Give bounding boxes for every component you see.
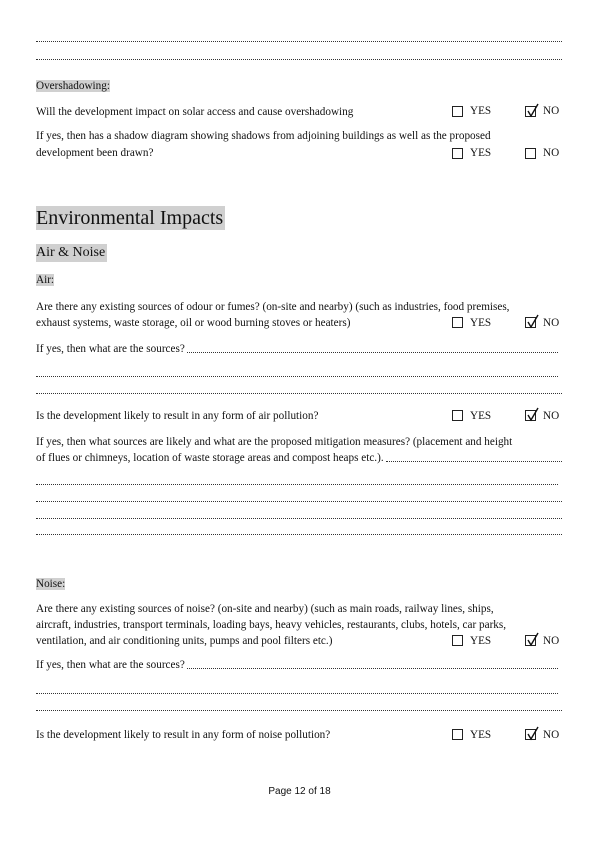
air-noise-heading: Air & Noise: [36, 245, 106, 260]
check-mark-icon: [526, 314, 540, 328]
odour-question-line1: Are there any existing sources of odour or fumes? (on-site and nearby) (such as industries, food premises,: [36, 301, 510, 313]
answer-line[interactable]: [187, 668, 558, 669]
noise-pollution-yes-label: YES: [470, 729, 492, 741]
check-mark-icon: [526, 103, 540, 117]
noise-question-line2: aircraft, industries, transport terminals, loading bays, heavy vehicles, restaurants, clubs, hotels, car parks,: [36, 619, 507, 631]
page-number: Page 12 of 18: [268, 786, 331, 797]
environmental-impacts-heading: Environmental Impacts: [36, 207, 224, 229]
air-pollution-yes-checkbox[interactable]: [452, 410, 463, 421]
noise-pollution-yes-checkbox[interactable]: [452, 729, 463, 740]
air-mitigation-field[interactable]: [36, 451, 562, 465]
answer-line[interactable]: [36, 501, 562, 502]
air-pollution-yes-label: YES: [470, 410, 492, 422]
odour-yes-checkbox[interactable]: [452, 317, 463, 328]
shadow-yes-label: YES: [470, 147, 492, 159]
air-mitigation-line2: of flues or chimneys, location of waste storage areas and compost heaps etc.).: [36, 452, 384, 464]
overshadowing-heading: Overshadowing:: [36, 80, 110, 92]
noise-sources-label: If yes, then what are the sources?: [36, 659, 185, 671]
answer-line[interactable]: [36, 710, 562, 711]
odour-yes-label: YES: [470, 317, 492, 329]
answer-line[interactable]: [187, 352, 558, 353]
noise-sources-field[interactable]: [36, 658, 558, 672]
noise-pollution-question: Is the development likely to result in any form of noise pollution?: [36, 729, 331, 741]
shadow-question-line1: If yes, then has a shadow diagram showing shadows from adjoining buildings as well as the proposed: [36, 130, 491, 142]
solar-yes-label: YES: [470, 105, 492, 117]
shadow-no-checkbox[interactable]: [525, 148, 536, 159]
noise-heading: Noise:: [36, 578, 66, 590]
check-mark-icon: [526, 407, 540, 421]
answer-line[interactable]: [36, 484, 558, 485]
air-mitigation-line1: If yes, then what sources are likely and what are the proposed mitigation measures? (placement and height: [36, 436, 513, 448]
air-pollution-question: Is the development likely to result in any form of air pollution?: [36, 410, 319, 422]
noise-no-label: NO: [543, 635, 560, 647]
odour-sources-label: If yes, then what are the sources?: [36, 343, 185, 355]
noise-question-line1: Are there any existing sources of noise? (on-site and nearby) (such as main roads, railway lines, ships,: [36, 603, 494, 615]
odour-question-line2: exhaust systems, waste storage, oil or wood burning stoves or heaters): [36, 317, 351, 329]
solar-question: Will the development impact on solar access and cause overshadowing: [36, 106, 354, 118]
shadow-yes-checkbox[interactable]: [452, 148, 463, 159]
shadow-no-label: NO: [543, 147, 560, 159]
noise-question-line3: ventilation, and air conditioning units, pumps and pool filters etc.): [36, 635, 333, 647]
solar-no-checkbox[interactable]: [525, 106, 536, 117]
odour-no-label: NO: [543, 317, 560, 329]
answer-line[interactable]: [36, 393, 562, 394]
noise-yes-label: YES: [470, 635, 492, 647]
air-heading: Air:: [36, 274, 55, 286]
odour-no-checkbox[interactable]: [525, 317, 536, 328]
noise-no-checkbox[interactable]: [525, 635, 536, 646]
noise-pollution-no-label: NO: [543, 729, 560, 741]
solar-yes-checkbox[interactable]: [452, 106, 463, 117]
check-mark-icon: [526, 632, 540, 646]
answer-line[interactable]: [36, 693, 558, 694]
air-pollution-no-checkbox[interactable]: [525, 410, 536, 421]
answer-line[interactable]: [36, 534, 562, 535]
noise-yes-checkbox[interactable]: [452, 635, 463, 646]
answer-line[interactable]: [36, 518, 562, 519]
solar-no-label: NO: [543, 105, 560, 117]
noise-pollution-no-checkbox[interactable]: [525, 729, 536, 740]
odour-sources-field[interactable]: [36, 342, 558, 356]
check-mark-icon: [526, 726, 540, 740]
air-pollution-no-label: NO: [543, 410, 560, 422]
answer-line[interactable]: [36, 59, 562, 60]
shadow-question-line2: development been drawn?: [36, 147, 154, 159]
answer-line[interactable]: [386, 461, 562, 462]
answer-line[interactable]: [36, 376, 558, 377]
answer-line[interactable]: [36, 41, 562, 42]
